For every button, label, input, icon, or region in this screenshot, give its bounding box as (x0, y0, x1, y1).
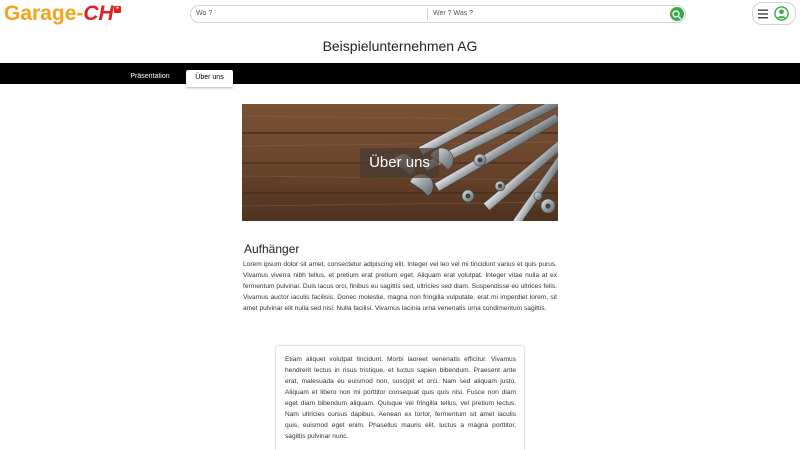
nav-bar (0, 63, 800, 84)
account-menu[interactable] (752, 2, 796, 25)
search-what-input[interactable]: Wer ? Was ? (433, 10, 474, 17)
user-circle-icon[interactable] (774, 6, 789, 21)
section-paragraph: Lorem ipsum dolor sit amet, consectetur adipiscing elit. Integer vel leo vel mi tincidunt varius et quis purus. Vivamus viverra nibh tellus, et pretium erat pretium eget. Aliquam erat volutpat. Integer vitae nulla at ex fermentum pulvinar. Duis lacus orci, finibus eu sagittis sed, ultricies sed diam. Suspendisse eu ultrices felis. Vivamus auctor iaculis facilisis. Donec molestie, magna non fringilla vulputate, erat mi imperdiet lorem, sit amet pulvinar elit nulla sed nisi. Nulla facilisi. Vivamus lacinia urna venenatis urna condimentum sagittis. (243, 261, 557, 312)
search-bar (190, 5, 686, 23)
search-separator (427, 8, 428, 20)
tab-presentation[interactable]: Präsentation (130, 73, 170, 80)
logo-text-garage: Garage- (4, 2, 84, 25)
tab-about-us[interactable]: Über uns (186, 70, 233, 87)
hamburger-icon[interactable] (758, 9, 768, 19)
hero-caption: Über uns (360, 148, 439, 178)
section-title: Aufhänger (244, 242, 300, 256)
company-name: Beispielunternehmen AG (322, 38, 478, 54)
search-button[interactable] (670, 7, 684, 21)
swiss-cross-icon: + (115, 6, 119, 12)
header (0, 0, 800, 30)
text-card (275, 345, 525, 450)
logo[interactable] (4, 2, 121, 26)
logo-text-ch: CH (83, 2, 114, 25)
search-where-input[interactable]: Wo ? (196, 10, 213, 17)
hero-image (242, 104, 558, 221)
search-icon (670, 8, 684, 22)
card-paragraph: Etiam aliquet volutpat tincidunt. Morbi laoreet venenatis efficitur. Vivamus hendrerit lectus in risus tristique, et luctus sapien bibendum. Praesent ante erat, malesuada eu euismod non, suscipit et orci. Nam sed aliquam justo. Aliquam et libero non mi porttitor consequat quis quis nisi. Fusce non diam eget diam bibendum aliquam. Quisque vel fringilla tellus, vel pretium lectus. Nam ultricies cursus dapibus. Aenean ex tortor, fermentum sit amet iaculis quis, euismod eget enim. Phasellus mauris elit, luctus a magna porttitor, sagittis pulvinar nunc. (285, 356, 516, 440)
